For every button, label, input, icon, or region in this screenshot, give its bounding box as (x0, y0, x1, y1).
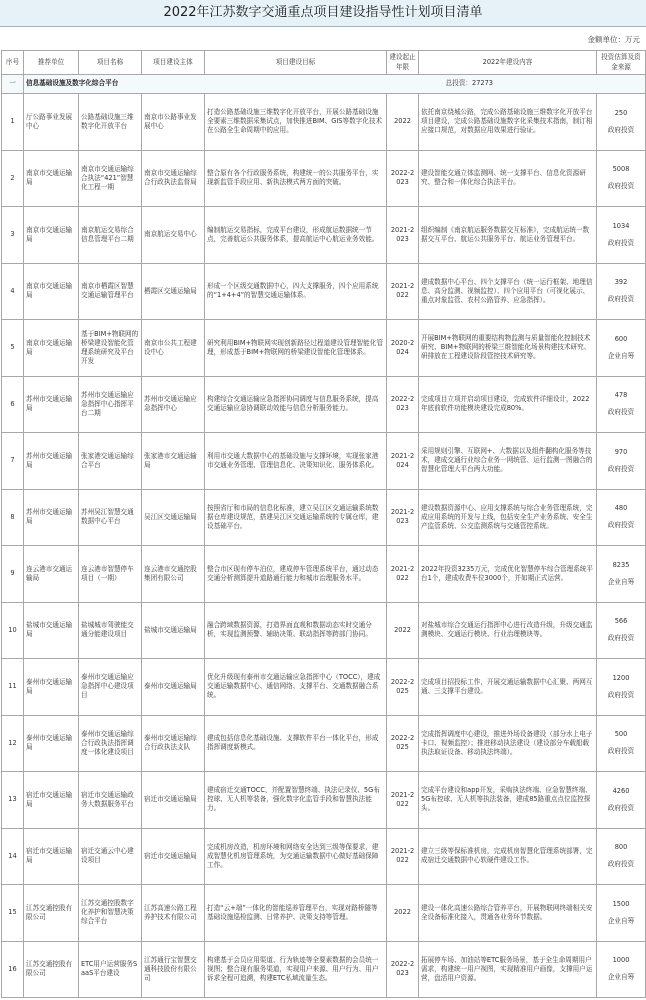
table-row (2, 150, 646, 207)
table-header-row (2, 51, 646, 75)
investment-amount: 566 (614, 617, 628, 626)
header-project-owner: 项目建设主体 (142, 51, 205, 75)
content-2022-cell: 建设智能交通立体监测网、统一支撑平台、信息化资源研究、整合和一体化综合执法平台。 (419, 150, 597, 207)
content-2022-cell: 完成项目立项并启动项目建设，完成软件详细设计，2022年底前软件功能模块建设完成80%。 (419, 376, 597, 433)
funding-source: 政府投资 (607, 238, 635, 247)
project-goal-cell: 整合市区现有停车泊位，建成停车管理系统平台，通过动态交通分析测算提升道路通行能力和城市治理服务水平。 (205, 546, 387, 603)
recommending-unit-cell: 盐城市交通运输局 (24, 602, 79, 659)
project-goal-cell: 优化升级现有泰州市交通运输应急指挥中心（TOCC），建成交通运输数据中心、通信网络、支撑平台、交通数据融合系统。 (205, 659, 387, 716)
project-goal-cell: 完成机房改造，机房环境和网络安全达到三级等保要求，建成智慧化机房管理系统，为交通运输数据中心做好基础保障工作。 (205, 828, 387, 885)
project-name-cell: 泰州市交通运输应急指挥中心建设项目 (79, 659, 142, 716)
row-index: 3 (2, 207, 24, 264)
table-row (2, 489, 646, 546)
investment-amount: 480 (614, 504, 628, 513)
investment-amount: 478 (614, 391, 628, 400)
row-index: 9 (2, 546, 24, 603)
project-name-cell: 苏州吴江智慧交通数据中心平台 (79, 489, 142, 546)
row-index: 5 (2, 320, 24, 377)
funding-source: 政府投资 (607, 521, 635, 530)
table-row (2, 715, 646, 772)
document-title: 2022年江苏数字交通重点项目建设指导性计划项目清单 (0, 0, 646, 27)
recommending-unit-cell: 苏州市交通运输局 (24, 489, 79, 546)
project-name-cell: ETC用户运营服务SaaS平台建设 (79, 941, 142, 998)
recommending-unit-cell: 厅公路事业发展中心 (24, 94, 79, 151)
project-owner-cell: 宿迁市交通运输局 (142, 828, 205, 885)
funding-source: 企业自筹 (607, 351, 635, 360)
investment-amount: 800 (614, 843, 628, 852)
project-owner-cell: 张家港市交通运输局 (142, 433, 205, 490)
project-goal-cell: 按照省厅和市局的信息化标准，建立吴江区交通运输系统数据仓库建设规范，搭建吴江区交通运输系统的专属仓库，建设基础平台。 (205, 489, 387, 546)
row-index: 14 (2, 828, 24, 885)
funding-source: 政府投资 (607, 182, 635, 191)
row-index: 7 (2, 433, 24, 490)
project-goal-cell: 利用市交通大数据中心的基础设施与支撑环境，实现张家港市交通业务管理、管理信息化、决策知识化、服务体系化。 (205, 433, 387, 490)
row-index: 11 (2, 659, 24, 716)
header-project-name: 项目名称 (79, 51, 142, 75)
content-2022-cell: 对盐城市综合交通运行指挥中心进行改造升级，升级交通监测模块、交通运行模块、行业治理模块等。 (419, 602, 597, 659)
project-name-cell: 宿迁市交通运输政务大数据服务平台 (79, 772, 142, 829)
investment-amount: 600 (614, 334, 628, 343)
investment-cell (597, 320, 646, 377)
investment-amount: 1034 (612, 221, 630, 230)
funding-source: 政府投资 (607, 408, 635, 417)
content-2022-cell: 建成数据中心平台、四个支撑平台（统一运行框架、地理信息、高分监测、视频监控）、四个应用平台（可视化展示、重点对象监管、农村公路管养、应急指挥）。 (419, 263, 597, 320)
project-goal-cell: 建成包括信息化基础设施、支撑软件平台一体化平台，形成指挥调度新模式。 (205, 715, 387, 772)
table-row (2, 885, 646, 942)
project-name-cell: 南京市栖霞区智慧交通运输管理平台 (79, 263, 142, 320)
investment-cell (597, 263, 646, 320)
project-owner-cell: 南京市公路事业发展中心 (142, 94, 205, 151)
funding-source: 企业自筹 (607, 577, 635, 586)
years-cell: 2021-2022 (387, 772, 419, 829)
project-goal-cell: 融合跨域数据资源，打造界面直观和数据动态实时交通分析，实现监测预警、辅助决策、联动指挥等跨部门协同。 (205, 602, 387, 659)
header-index: 序号 (2, 51, 24, 75)
table-row (2, 433, 646, 490)
funding-source: 政府投资 (607, 295, 635, 304)
investment-amount: 1500 (612, 899, 630, 908)
investment-cell (597, 433, 646, 490)
content-2022-cell: 建设数据资源中心、应用支撑系统与综合业务管理系统，完成应用系统的开发与上线，包括安全生产业务系统、安全生产监管系统、公交监测系统与交通管控系统。 (419, 489, 597, 546)
project-owner-cell: 泰州市交通运输综合行政执法支队 (142, 715, 205, 772)
header-years: 建设起止年限 (387, 51, 419, 75)
years-cell: 2022-2025 (387, 659, 419, 716)
table-row (2, 376, 646, 433)
project-name-cell: 南京航运交易综合信息管理平台二期 (79, 207, 142, 264)
project-name-cell: 宿迁交通云中心建设项目 (79, 828, 142, 885)
recommending-unit-cell: 宿迁市交通运输局 (24, 772, 79, 829)
project-goal-cell: 构建基于会员应用渠道、行为轨迹等全要素数据的会员统一视图；整合现有服务渠道，实现用户来源、用户行为、用户诉求全程可追溯，构建ETC私域流量生态。 (205, 941, 387, 998)
row-index: 10 (2, 602, 24, 659)
recommending-unit-cell: 南京市交通运输局 (24, 150, 79, 207)
table-row (2, 941, 646, 998)
content-2022-cell: 建立三级等保标准机房，完成机房智慧化管理系统部署，完成宿迁交通数据中心软硬件建设工作。 (419, 828, 597, 885)
section-total: 总投资：27273 (445, 79, 493, 88)
investment-cell (597, 659, 646, 716)
project-goal-cell: 打造公路基础设施三维数字化开放平台，开展公路基础设施全要素三维数据采集试点，加快推进BIM、GIS等数字化技术在公路全生命周期中的应用。 (205, 94, 387, 151)
content-2022-cell: 完成项目招投标工作，开展交通运输数据中心汇聚、两网互通、三支撑平台建设。 (419, 659, 597, 716)
funding-source: 政府投资 (607, 464, 635, 473)
investment-amount: 8235 (612, 560, 630, 569)
table-row (2, 659, 646, 716)
table-row (2, 772, 646, 829)
recommending-unit-cell: 南京市交通运输局 (24, 263, 79, 320)
recommending-unit-cell: 宿迁市交通运输局 (24, 828, 79, 885)
project-name-cell: 江苏交通控股数字化养护和智慧决策综合平台 (79, 885, 142, 942)
years-cell: 2021-2022 (387, 828, 419, 885)
project-owner-cell: 连云港市交通控股集团有限公司 (142, 546, 205, 603)
project-name-cell: 苏州市交通运输应急指挥中心指挥平台二期 (79, 376, 142, 433)
content-2022-cell: 拓展停车场、加油站等ETC服务场景，基于全生命周期用户需求，构建统一用户视图，实现精准用户画像，支撑用户运营，盘活用户资源。 (419, 941, 597, 998)
project-goal-cell: 构建综合交通运输应急指挥协同调度与信息服务系统，提高交通运输应急协调联动效能与信息分析服务能力。 (205, 376, 387, 433)
investment-cell (597, 602, 646, 659)
header-investment: 投资估算及资金来源 (597, 51, 646, 75)
project-name-cell: 泰州市交通运输综合行政执法指挥调度一体化建设项目 (79, 715, 142, 772)
investment-amount: 1000 (612, 956, 630, 965)
amount-unit-note: 金额单位：万元 (587, 35, 640, 44)
row-index: 16 (2, 941, 24, 998)
investment-cell (597, 376, 646, 433)
project-table (1, 50, 646, 998)
row-index: 4 (2, 263, 24, 320)
content-2022-cell: 采用规则引擎、互联网+、大数据以及组件翻构化服务等技术，建成交通行业综合业务一网统管、运行监测一图融合的智慧化管理大平台两大功能。 (419, 433, 597, 490)
project-owner-cell: 盐城市交通运输局 (142, 602, 205, 659)
investment-amount: 4260 (612, 786, 630, 795)
header-recommending-unit: 推荐单位 (24, 51, 79, 75)
header-2022-content: 2022年建设内容 (419, 51, 597, 75)
funding-source: 政府投资 (607, 125, 635, 134)
years-cell: 2022-2023 (387, 150, 419, 207)
content-2022-cell: 2022年投资3235万元，完成优化智慧停车综合管理系统平台1个，建成收费车位3000个，并如期正式运营。 (419, 546, 597, 603)
funding-source: 企业自筹 (607, 916, 635, 925)
project-goal-cell: 形成一个区级交通数据中心，四大支撑服务，四个应用系统的“1+4+4”的智慧交通运输体系。 (205, 263, 387, 320)
years-cell: 2021-2022 (387, 546, 419, 603)
investment-cell (597, 94, 646, 151)
content-2022-cell: 建设一体化高速公路综合管养平台，开展物联网终端相关安全设备标准化接入，贯通各业务环节数据。 (419, 885, 597, 942)
recommending-unit-cell: 江苏交通控股有限公司 (24, 941, 79, 998)
funding-source: 政府投资 (607, 747, 635, 756)
years-cell: 2021-2023 (387, 207, 419, 264)
investment-cell (597, 885, 646, 942)
years-cell: 2021-2022 (387, 263, 419, 320)
section-row (2, 75, 646, 94)
content-2022-cell: 完成平台建设和app开发，采购执法终端、应急智慧终端、5G布控球、无人机等执法装备，建成85路重点点位监控探头。 (419, 772, 597, 829)
project-owner-cell: 南京市公共工程建设中心 (142, 320, 205, 377)
section-cell (24, 75, 646, 94)
project-name-cell: 张家港交通运输综合平台 (79, 433, 142, 490)
table-row (2, 207, 646, 264)
project-name-cell: 南京市交通运输综合执法“421”智慧化工程一期 (79, 150, 142, 207)
section-index: 一 (2, 75, 24, 94)
recommending-unit-cell: 南京市交通运输局 (24, 207, 79, 264)
funding-source: 企业自筹 (607, 973, 635, 982)
investment-cell (597, 715, 646, 772)
project-goal-cell: 整合原有各个行政服务系统，构建统一的公共服务平台，实现新监管手段应用、新执法模式两方面的突破。 (205, 150, 387, 207)
table-row (2, 94, 646, 151)
row-index: 1 (2, 94, 24, 151)
investment-cell (597, 828, 646, 885)
years-cell: 2022-2025 (387, 715, 419, 772)
project-name-cell: 公路基础设施三维数字化开放平台 (79, 94, 142, 151)
content-2022-cell: 组织编制《南京航运服务数据交互标准》，完成航运统一数据交互平台、航运公共服务平台、航运业务管理平台。 (419, 207, 597, 264)
project-owner-cell: 泰州市交通运输局 (142, 659, 205, 716)
project-owner-cell: 南京航运交易中心 (142, 207, 205, 264)
investment-cell (597, 941, 646, 998)
investment-amount: 392 (614, 278, 628, 287)
years-cell: 2020-2024 (387, 320, 419, 377)
funding-source: 政府投资 (607, 690, 635, 699)
investment-amount: 1200 (612, 673, 630, 682)
table-row (2, 828, 646, 885)
project-name-cell: 盐城城市驾驶能交通分能建设项目 (79, 602, 142, 659)
project-goal-cell: 编制航运交易指标，完成平台建设，形成航运数据统一节点，完善航运公共服务体系，提高航运中心航运业务效能。 (205, 207, 387, 264)
years-cell: 2022 (387, 885, 419, 942)
recommending-unit-cell: 江苏交通控股有限公司 (24, 885, 79, 942)
investment-cell (597, 546, 646, 603)
row-index: 8 (2, 489, 24, 546)
content-2022-cell: 开展BIM+物联网的重要结构物监测与质量智能化控制技术研究、BIM+物联网的桥梁三维智能化场景构建技术研究、研排放在工程建设阶段管控技术研究等。 (419, 320, 597, 377)
investment-amount: 250 (614, 108, 628, 117)
years-cell: 2022-2023 (387, 376, 419, 433)
project-owner-cell: 南京市交通运输综合行政执法监督局 (142, 150, 205, 207)
row-index: 6 (2, 376, 24, 433)
years-cell: 2022-2023 (387, 941, 419, 998)
project-goal-cell: 建成宿迁交通TOCC，并配置智慧终端、执法记录仪、5G布控球、无人机等装备，强化数字化监管手段和智慧执法能力。 (205, 772, 387, 829)
table-row (2, 320, 646, 377)
project-owner-cell: 江苏高速公路工程养护技术有限公司 (142, 885, 205, 942)
header-project-goal: 项目建设目标 (205, 51, 387, 75)
investment-cell (597, 772, 646, 829)
investment-amount: 500 (614, 730, 628, 739)
recommending-unit-cell: 南京市交通运输局 (24, 320, 79, 377)
years-cell: 2021-2023 (387, 489, 419, 546)
investment-amount: 5008 (612, 165, 630, 174)
table-row (2, 546, 646, 603)
project-name-cell: 基于BIM+物联网的桥梁建设智能化管理系统研究及平台开发 (79, 320, 142, 377)
row-index: 15 (2, 885, 24, 942)
recommending-unit-cell: 泰州市交通运输局 (24, 659, 79, 716)
years-cell: 2022 (387, 602, 419, 659)
project-goal-cell: 研究利用BIM+物联网实现创新路径过程道建设管理智能化管理，形成基于BIM+物联网的桥梁建设智能化管理体系。 (205, 320, 387, 377)
years-cell: 2022 (387, 94, 419, 151)
row-index: 2 (2, 150, 24, 207)
content-2022-cell: 依托南京绕城公路，完成公路基础设施三维数字化开放平台项目建设，完成公路基础设施数字化采集技术指南，制订相应接口规范，对数据应用效果进行验证。 (419, 94, 597, 151)
project-goal-cell: 打造“云+端”一体化的智能巡养管理平台，实现对路桥隧等基础设施巡检监测、日常养护、决策支持等管理。 (205, 885, 387, 942)
years-cell: 2021-2024 (387, 433, 419, 490)
recommending-unit-cell: 苏州市交通运输局 (24, 433, 79, 490)
project-owner-cell: 栖霞区交通运输局 (142, 263, 205, 320)
funding-source: 政府投资 (607, 860, 635, 869)
recommending-unit-cell: 苏州市交通运输局 (24, 376, 79, 433)
project-owner-cell: 宿迁市交通运输局 (142, 772, 205, 829)
row-index: 13 (2, 772, 24, 829)
investment-cell (597, 150, 646, 207)
investment-cell (597, 207, 646, 264)
recommending-unit-cell: 泰州市交通运输局 (24, 715, 79, 772)
project-owner-cell: 苏州市交通运输应急指挥中心 (142, 376, 205, 433)
row-index: 12 (2, 715, 24, 772)
investment-cell (597, 489, 646, 546)
content-2022-cell: 完成指挥调度中心建设，推进外场设备建设（部分水上电子卡口、视频监控）；推进移动执法建设（建设部分车载船载执法取证设备、移动执法终端）。 (419, 715, 597, 772)
table-row (2, 263, 646, 320)
recommending-unit-cell: 连云港市交通运输局 (24, 546, 79, 603)
project-owner-cell: 江苏通行宝智慧交通科技股份有限公司 (142, 941, 205, 998)
funding-source: 政府投资 (607, 803, 635, 812)
project-owner-cell: 吴江区交通运输局 (142, 489, 205, 546)
table-row (2, 602, 646, 659)
section-name: 信息基础设施及数字化综合平台 (26, 79, 119, 88)
investment-amount: 970 (614, 447, 628, 456)
funding-source: 政府投资 (607, 634, 635, 643)
project-name-cell: 连云港市智慧停车项目（一期） (79, 546, 142, 603)
